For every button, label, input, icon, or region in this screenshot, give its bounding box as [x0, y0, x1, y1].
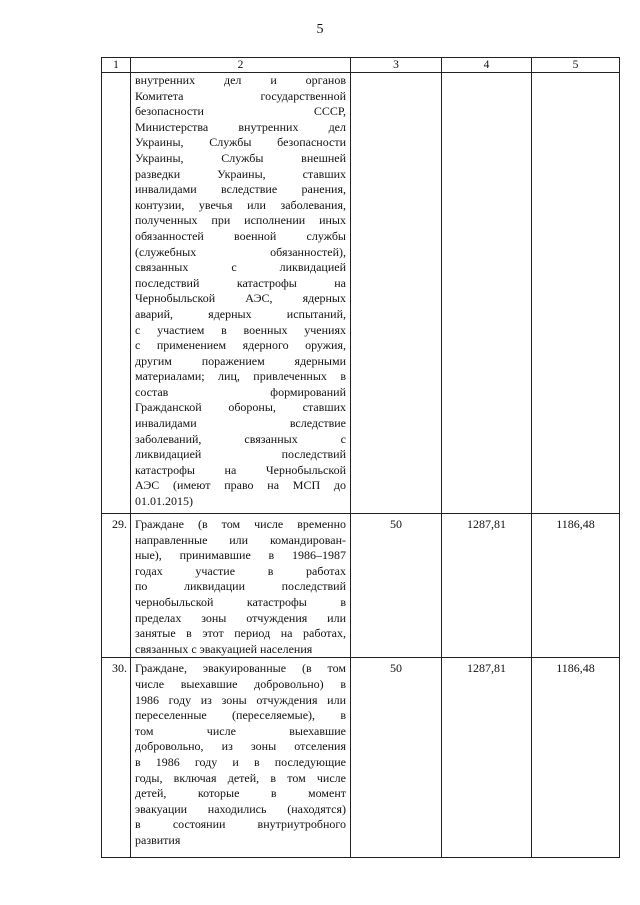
text-line: контузии, увечья или заболевания, — [135, 197, 346, 212]
text-line: с участием в военных учениях — [135, 322, 346, 337]
text-line: Гражданской обороны, ставших — [135, 400, 346, 415]
header-col-1: 1 — [102, 58, 131, 73]
row-col-5-cell: 1186,48 — [532, 514, 620, 658]
text-line: инвалидами вследствие — [135, 416, 346, 431]
row-col-5-cell: 1186,48 — [532, 658, 620, 858]
row-col-3-cell — [351, 73, 442, 514]
text-line: разведки Украины, ставших — [135, 166, 346, 181]
text-line: АЭС (имеют право на МСП до — [135, 478, 346, 493]
text-line: детей, которые в момент — [135, 786, 346, 801]
header-col-3: 3 — [351, 58, 442, 73]
text-line: в 1986 году и в последующие — [135, 754, 346, 769]
text-line: эвакуации находились (находятся) — [135, 801, 346, 816]
text-line: Украины, Службы внешней — [135, 150, 346, 165]
text-line: внутренних дел и органов — [135, 73, 346, 87]
table-header-row — [102, 58, 620, 73]
text-line: добровольно, из зоны отселения — [135, 739, 346, 754]
text-line: катастрофы на Чернобыльской — [135, 462, 346, 477]
text-line: Граждане (в том числе временно — [135, 517, 346, 531]
text-line: аварий, ядерных испытаний, — [135, 306, 346, 321]
text-line: 1986 году из зоны отчуждения или — [135, 692, 346, 707]
text-line: связанных с эвакуацией населения — [135, 641, 313, 656]
row-number-cell — [102, 73, 131, 514]
row-col-3-cell: 50 — [351, 514, 442, 658]
text-line: направленные или командирован- — [135, 532, 346, 547]
header-col-2: 2 — [131, 58, 351, 73]
row-col-4-cell: 1287,81 — [442, 658, 532, 858]
text-line: с применением ядерного оружия, — [135, 338, 346, 353]
row-col-4-cell: 1287,81 — [442, 514, 532, 658]
text-line: заболеваний, связанных с — [135, 431, 346, 446]
text-line: (служебных обязанностей), — [135, 244, 346, 259]
row-col-4-cell — [442, 73, 532, 514]
table-row — [102, 514, 620, 658]
table-row — [102, 658, 620, 858]
text-line: материалами; лиц, привлеченных в — [135, 369, 346, 384]
text-line: Комитета государственной — [135, 88, 346, 103]
text-line: состав формирований — [135, 384, 346, 399]
header-col-5: 5 — [532, 58, 620, 73]
text-line: Граждане, эвакуированные (в том — [135, 661, 346, 676]
row-col-3-cell: 50 — [351, 658, 442, 858]
text-line: по ликвидации последствий — [135, 579, 346, 594]
text-line: 01.01.2015) — [135, 494, 193, 509]
text-line: Министерства внутренних дел — [135, 119, 346, 134]
row-description-cell — [131, 658, 351, 858]
text-line: последствий катастрофы на — [135, 275, 346, 290]
text-line: полученных при исполнении иных — [135, 213, 346, 228]
text-line: другим поражением ядерными — [135, 353, 346, 368]
text-line: ные), принимавшие в 1986–1987 — [135, 548, 346, 563]
text-line: числе выехавшие добровольно) в — [135, 676, 346, 691]
text-line: инвалидами вследствие ранения, — [135, 182, 346, 197]
row-description-cell — [131, 73, 351, 514]
row-number-cell: 29. — [102, 514, 131, 658]
text-line: развития — [135, 832, 181, 847]
text-line: обязанностей военной службы — [135, 228, 346, 243]
text-line: переселенные (переселяемые), в — [135, 708, 346, 723]
table-row-continued — [102, 73, 620, 514]
text-line: Украины, Службы безопасности — [135, 135, 346, 150]
text-line: Чернобыльской АЭС, ядерных — [135, 291, 346, 306]
text-line: ликвидацией последствий — [135, 447, 346, 462]
page-number: 5 — [316, 22, 324, 37]
benefits-table — [101, 57, 620, 858]
text-line: годах участие в работах — [135, 563, 346, 578]
row-number-cell: 30. — [102, 658, 131, 858]
row-description-cell — [131, 514, 351, 658]
text-line: том числе выехавшие — [135, 723, 346, 738]
text-line: в состоянии внутриутробного — [135, 817, 346, 832]
text-line: годы, включая детей, в том числе — [135, 770, 346, 785]
text-line: занятые в этот период на работах, — [135, 626, 346, 641]
text-line: пределах зоны отчуждения или — [135, 610, 346, 625]
row-col-5-cell — [532, 73, 620, 514]
text-line: безопасности СССР, — [135, 104, 346, 119]
text-line: чернобыльской катастрофы в — [135, 594, 346, 609]
header-col-4: 4 — [442, 58, 532, 73]
text-line: связанных с ликвидацией — [135, 260, 346, 275]
